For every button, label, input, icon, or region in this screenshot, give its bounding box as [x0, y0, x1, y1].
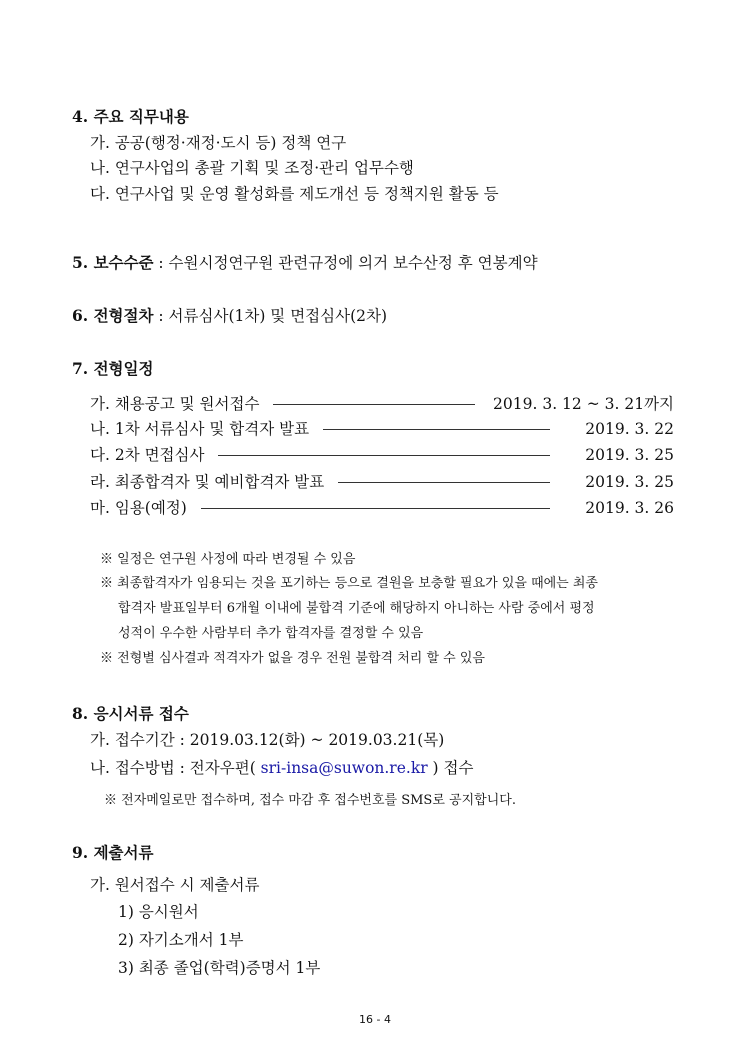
schedule-row	[90, 472, 674, 492]
list-item: 가. 접수기간 : 2019.03.12(화) ~ 2019.03.21(목)	[90, 731, 445, 749]
note: ※ 일정은 연구원 사정에 따라 변경될 수 있음	[100, 552, 356, 567]
list-item: 다. 연구사업 및 운영 활성화를 제도개선 등 정책지원 활동 등	[90, 185, 499, 203]
section-5	[72, 253, 538, 273]
email-link[interactable]: sri-insa@suwon.re.kr	[260, 759, 428, 777]
page-number: 16 - 4	[359, 1013, 391, 1026]
schedule-date: 2019. 3. 25	[585, 473, 674, 491]
section-title: 7. 전형일정	[72, 359, 154, 378]
list-item: 가. 원서접수 시 제출서류	[90, 876, 260, 894]
note: 합격자 발표일부터 6개월 이내에 불합격 기준에 해당하지 아니하는 사람 중에서 평정	[118, 601, 595, 616]
schedule-row	[90, 498, 674, 518]
list-item: 2) 자기소개서 1부	[118, 931, 244, 949]
method-text: 나. 접수방법 : 전자우편(	[90, 759, 261, 777]
leader-line	[323, 429, 550, 430]
leader-line	[338, 482, 550, 483]
list-item: 가. 공공(행정·재정·도시 등) 정책 연구	[90, 134, 347, 152]
section-text: : 서류심사(1차) 및 면접심사(2차)	[153, 307, 388, 325]
note: ※ 최종합격자가 임용되는 것을 포기하는 등으로 결원을 보충할 필요가 있을 때에는 최종	[100, 576, 598, 591]
section-text: : 수원시정연구원 관련규정에 의거 보수산정 후 연봉계약	[153, 254, 538, 272]
schedule-label: 다. 2차 면접심사	[90, 446, 205, 464]
schedule-row	[90, 419, 674, 439]
section-title: 4. 주요 직무내용	[72, 107, 189, 126]
section-title: 9. 제출서류	[72, 843, 154, 862]
schedule-date: 2019. 3. 12 ~ 3. 21까지	[493, 395, 674, 413]
list-item: 1) 응시원서	[118, 903, 199, 921]
list-item: 나. 연구사업의 총괄 기획 및 조정·관리 업무수행	[90, 159, 414, 177]
schedule-label: 가. 채용공고 및 원서접수	[90, 395, 260, 413]
schedule-date: 2019. 3. 25	[585, 446, 674, 464]
schedule-row	[90, 445, 674, 465]
list-item: 3) 최종 졸업(학력)증명서 1부	[118, 959, 321, 977]
leader-line	[218, 455, 550, 456]
section-title: 6. 전형절차	[72, 306, 154, 325]
section-title: 8. 응시서류 접수	[72, 704, 189, 723]
method-text: ) 접수	[427, 759, 474, 777]
schedule-date: 2019. 3. 22	[585, 420, 674, 438]
leader-line	[273, 404, 475, 405]
schedule-label: 라. 최종합격자 및 예비합격자 발표	[90, 473, 325, 491]
schedule-label: 마. 임용(예정)	[90, 499, 187, 517]
note: ※ 전형별 심사결과 적격자가 없을 경우 전원 불합격 처리 할 수 있음	[100, 651, 485, 666]
schedule-row	[90, 394, 674, 414]
schedule-label: 나. 1차 서류심사 및 합격자 발표	[90, 420, 310, 438]
note: 성적이 우수한 사람부터 추가 합격자를 결정할 수 있음	[118, 626, 424, 641]
section-6	[72, 306, 387, 326]
leader-line	[201, 508, 550, 509]
list-item	[90, 758, 473, 778]
note: ※ 전자메일로만 접수하며, 접수 마감 후 접수번호를 SMS로 공지합니다.	[104, 793, 516, 808]
schedule-date: 2019. 3. 26	[585, 499, 674, 517]
section-title: 5. 보수수준	[72, 253, 154, 272]
